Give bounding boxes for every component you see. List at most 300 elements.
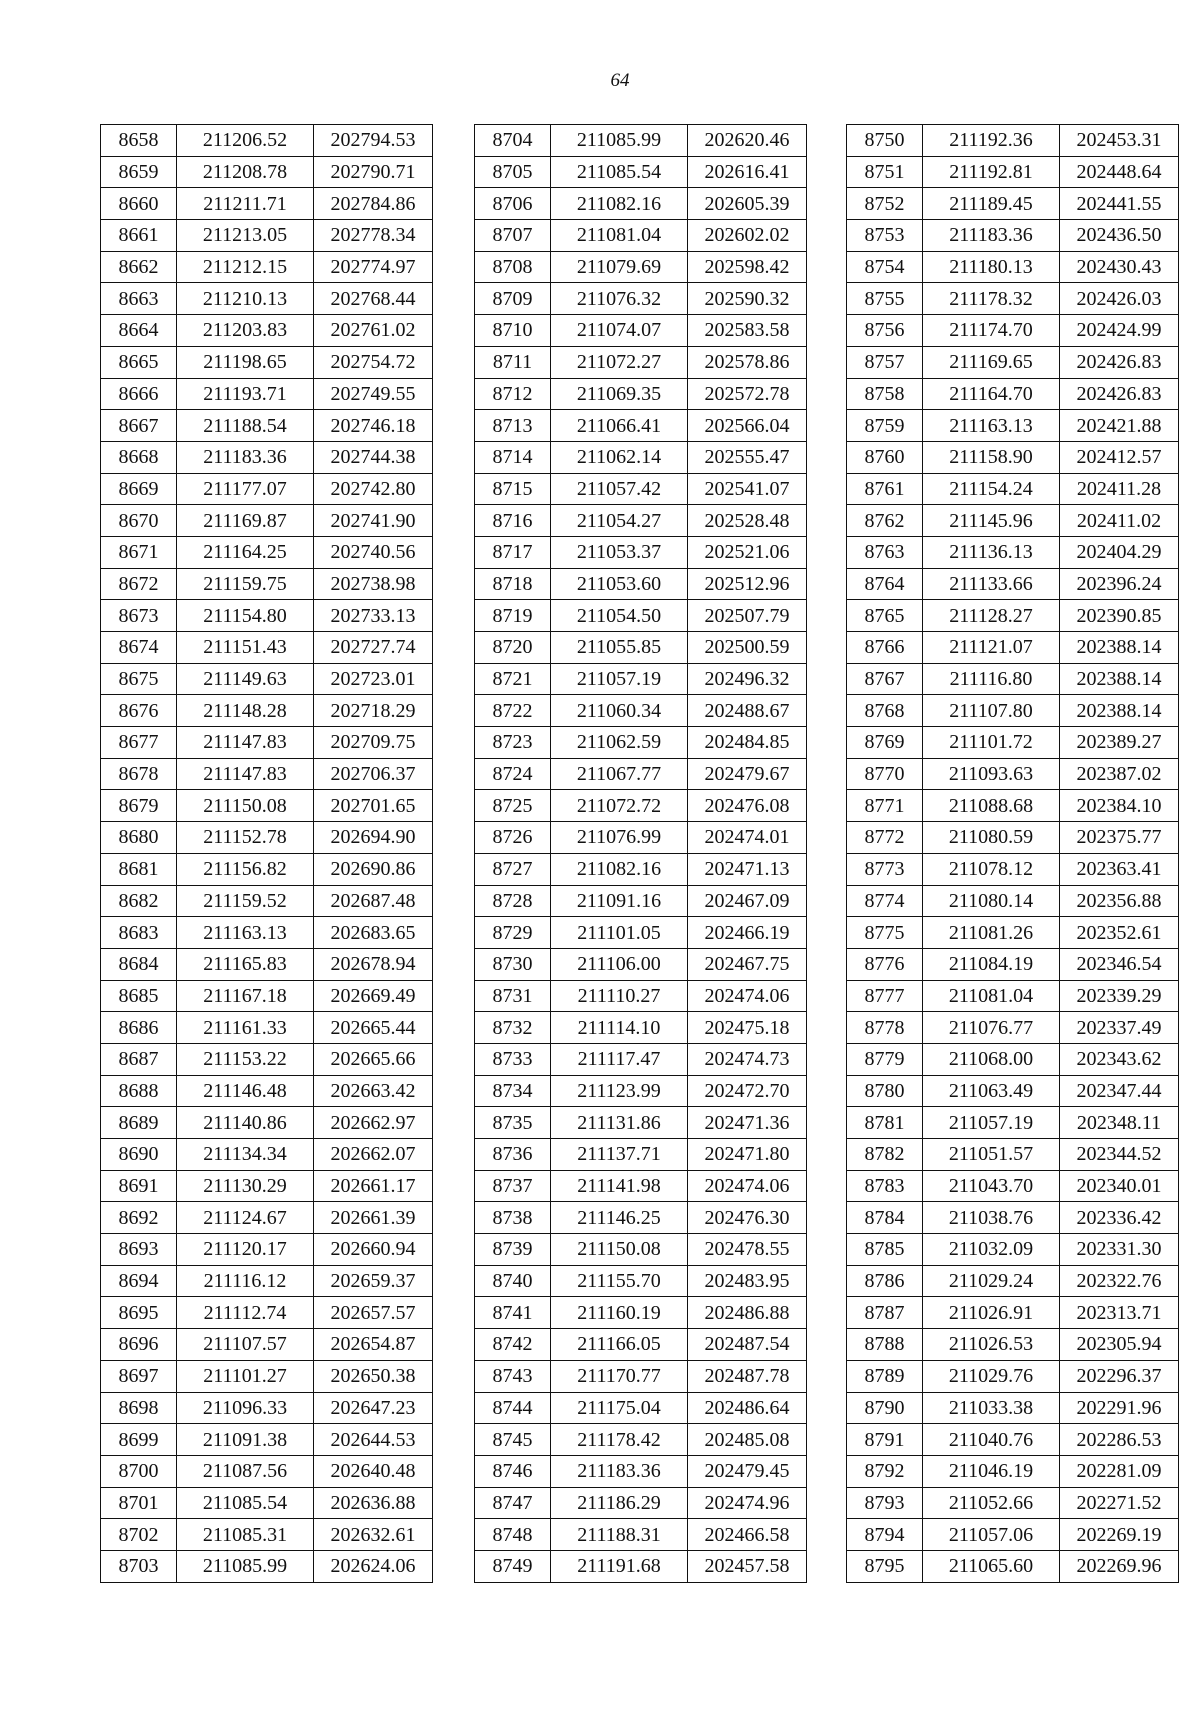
x-coordinate-cell: 211169.65 [923, 346, 1060, 378]
table-row [475, 188, 807, 220]
table-row [847, 1043, 1179, 1075]
point-number-cell: 8747 [475, 1487, 551, 1519]
y-coordinate-cell: 202404.29 [1060, 536, 1179, 568]
point-number-cell: 8660 [101, 188, 177, 220]
x-coordinate-cell: 211147.83 [177, 758, 314, 790]
x-coordinate-cell: 211150.08 [177, 790, 314, 822]
x-coordinate-cell: 211101.05 [551, 917, 688, 949]
y-coordinate-cell: 202662.07 [314, 1139, 433, 1171]
point-number-cell: 8790 [847, 1392, 923, 1424]
x-coordinate-cell: 211154.80 [177, 600, 314, 632]
table-row [847, 568, 1179, 600]
table-row [475, 1550, 807, 1582]
x-coordinate-cell: 211192.81 [923, 156, 1060, 188]
y-coordinate-cell: 202352.61 [1060, 917, 1179, 949]
y-coordinate-cell: 202471.36 [688, 1107, 807, 1139]
point-number-cell: 8717 [475, 536, 551, 568]
table-row [847, 1139, 1179, 1171]
y-coordinate-cell: 202650.38 [314, 1360, 433, 1392]
x-coordinate-cell: 211029.76 [923, 1360, 1060, 1392]
table-row [101, 1297, 433, 1329]
point-number-cell: 8668 [101, 441, 177, 473]
point-number-cell: 8766 [847, 632, 923, 664]
x-coordinate-cell: 211053.60 [551, 568, 688, 600]
y-coordinate-cell: 202388.14 [1060, 695, 1179, 727]
y-coordinate-cell: 202485.08 [688, 1424, 807, 1456]
x-coordinate-cell: 211208.78 [177, 156, 314, 188]
point-number-cell: 8762 [847, 505, 923, 537]
x-coordinate-cell: 211124.67 [177, 1202, 314, 1234]
point-number-cell: 8771 [847, 790, 923, 822]
table-row [101, 758, 433, 790]
y-coordinate-cell: 202744.38 [314, 441, 433, 473]
table-row [101, 885, 433, 917]
x-coordinate-cell: 211178.42 [551, 1424, 688, 1456]
y-coordinate-cell: 202662.97 [314, 1107, 433, 1139]
point-number-cell: 8791 [847, 1424, 923, 1456]
point-number-cell: 8681 [101, 853, 177, 885]
y-coordinate-cell: 202475.18 [688, 1012, 807, 1044]
table-row [101, 663, 433, 695]
point-number-cell: 8753 [847, 220, 923, 252]
point-number-cell: 8659 [101, 156, 177, 188]
x-coordinate-cell: 211141.98 [551, 1170, 688, 1202]
x-coordinate-cell: 211169.87 [177, 505, 314, 537]
table-row [475, 790, 807, 822]
y-coordinate-cell: 202487.78 [688, 1360, 807, 1392]
table-row [101, 188, 433, 220]
point-number-cell: 8695 [101, 1297, 177, 1329]
point-number-cell: 8784 [847, 1202, 923, 1234]
y-coordinate-cell: 202521.06 [688, 536, 807, 568]
coordinate-table-3 [846, 124, 1179, 1583]
table-row [101, 1487, 433, 1519]
y-coordinate-cell: 202709.75 [314, 727, 433, 759]
table-row [475, 758, 807, 790]
table-row [101, 410, 433, 442]
y-coordinate-cell: 202441.55 [1060, 188, 1179, 220]
table-row [101, 156, 433, 188]
x-coordinate-cell: 211057.19 [551, 663, 688, 695]
y-coordinate-cell: 202286.53 [1060, 1424, 1179, 1456]
x-coordinate-cell: 211212.15 [177, 251, 314, 283]
table-row [847, 885, 1179, 917]
x-coordinate-cell: 211082.16 [551, 188, 688, 220]
point-number-cell: 8719 [475, 600, 551, 632]
table-row [847, 695, 1179, 727]
point-number-cell: 8795 [847, 1550, 923, 1582]
y-coordinate-cell: 202384.10 [1060, 790, 1179, 822]
y-coordinate-cell: 202706.37 [314, 758, 433, 790]
x-coordinate-cell: 211186.29 [551, 1487, 688, 1519]
point-number-cell: 8722 [475, 695, 551, 727]
table-row [101, 315, 433, 347]
table-row [475, 695, 807, 727]
point-number-cell: 8712 [475, 378, 551, 410]
point-number-cell: 8761 [847, 473, 923, 505]
table-row [847, 917, 1179, 949]
y-coordinate-cell: 202566.04 [688, 410, 807, 442]
point-number-cell: 8702 [101, 1519, 177, 1551]
y-coordinate-cell: 202388.14 [1060, 663, 1179, 695]
point-number-cell: 8723 [475, 727, 551, 759]
point-number-cell: 8688 [101, 1075, 177, 1107]
y-coordinate-cell: 202541.07 [688, 473, 807, 505]
point-number-cell: 8764 [847, 568, 923, 600]
point-number-cell: 8716 [475, 505, 551, 537]
point-number-cell: 8690 [101, 1139, 177, 1171]
table-row [101, 1455, 433, 1487]
x-coordinate-cell: 211081.26 [923, 917, 1060, 949]
point-number-cell: 8780 [847, 1075, 923, 1107]
y-coordinate-cell: 202466.58 [688, 1519, 807, 1551]
x-coordinate-cell: 211180.13 [923, 251, 1060, 283]
point-number-cell: 8704 [475, 125, 551, 157]
table-row [847, 473, 1179, 505]
table-row [101, 1043, 433, 1075]
table-row [101, 917, 433, 949]
table-row [475, 251, 807, 283]
point-number-cell: 8741 [475, 1297, 551, 1329]
point-number-cell: 8740 [475, 1265, 551, 1297]
x-coordinate-cell: 211057.19 [923, 1107, 1060, 1139]
y-coordinate-cell: 202269.19 [1060, 1519, 1179, 1551]
x-coordinate-cell: 211213.05 [177, 220, 314, 252]
point-number-cell: 8778 [847, 1012, 923, 1044]
table-row [475, 948, 807, 980]
x-coordinate-cell: 211174.70 [923, 315, 1060, 347]
table-row [101, 1519, 433, 1551]
y-coordinate-cell: 202659.37 [314, 1265, 433, 1297]
y-coordinate-cell: 202496.32 [688, 663, 807, 695]
x-coordinate-cell: 211081.04 [551, 220, 688, 252]
y-coordinate-cell: 202348.11 [1060, 1107, 1179, 1139]
coordinate-table-2 [474, 124, 807, 1583]
point-number-cell: 8755 [847, 283, 923, 315]
table-row [475, 441, 807, 473]
x-coordinate-cell: 211155.70 [551, 1265, 688, 1297]
x-coordinate-cell: 211123.99 [551, 1075, 688, 1107]
x-coordinate-cell: 211188.54 [177, 410, 314, 442]
point-number-cell: 8743 [475, 1360, 551, 1392]
x-coordinate-cell: 211032.09 [923, 1234, 1060, 1266]
point-number-cell: 8693 [101, 1234, 177, 1266]
point-number-cell: 8689 [101, 1107, 177, 1139]
table-row [101, 346, 433, 378]
y-coordinate-cell: 202660.94 [314, 1234, 433, 1266]
point-number-cell: 8733 [475, 1043, 551, 1075]
table-row [847, 600, 1179, 632]
x-coordinate-cell: 211057.42 [551, 473, 688, 505]
x-coordinate-cell: 211120.17 [177, 1234, 314, 1266]
x-coordinate-cell: 211081.04 [923, 980, 1060, 1012]
x-coordinate-cell: 211146.48 [177, 1075, 314, 1107]
table-row [101, 378, 433, 410]
x-coordinate-cell: 211148.28 [177, 695, 314, 727]
x-coordinate-cell: 211134.34 [177, 1139, 314, 1171]
table-row [475, 1234, 807, 1266]
point-number-cell: 8725 [475, 790, 551, 822]
point-number-cell: 8699 [101, 1424, 177, 1456]
table-row [475, 220, 807, 252]
x-coordinate-cell: 211167.18 [177, 980, 314, 1012]
table-row [847, 663, 1179, 695]
x-coordinate-cell: 211183.36 [923, 220, 1060, 252]
x-coordinate-cell: 211130.29 [177, 1170, 314, 1202]
x-coordinate-cell: 211068.00 [923, 1043, 1060, 1075]
y-coordinate-cell: 202390.85 [1060, 600, 1179, 632]
point-number-cell: 8777 [847, 980, 923, 1012]
table-row [847, 727, 1179, 759]
x-coordinate-cell: 211029.24 [923, 1265, 1060, 1297]
x-coordinate-cell: 211110.27 [551, 980, 688, 1012]
y-coordinate-cell: 202337.49 [1060, 1012, 1179, 1044]
y-coordinate-cell: 202436.50 [1060, 220, 1179, 252]
table-row [101, 948, 433, 980]
y-coordinate-cell: 202474.96 [688, 1487, 807, 1519]
x-coordinate-cell: 211193.71 [177, 378, 314, 410]
x-coordinate-cell: 211146.25 [551, 1202, 688, 1234]
point-number-cell: 8662 [101, 251, 177, 283]
y-coordinate-cell: 202512.96 [688, 568, 807, 600]
table-row [475, 1519, 807, 1551]
table-row [847, 1487, 1179, 1519]
point-number-cell: 8692 [101, 1202, 177, 1234]
table-row [475, 853, 807, 885]
table-row [101, 283, 433, 315]
y-coordinate-cell: 202457.58 [688, 1550, 807, 1582]
y-coordinate-cell: 202632.61 [314, 1519, 433, 1551]
y-coordinate-cell: 202467.09 [688, 885, 807, 917]
y-coordinate-cell: 202578.86 [688, 346, 807, 378]
table-row [101, 1360, 433, 1392]
table-row [847, 251, 1179, 283]
table-row [101, 853, 433, 885]
point-number-cell: 8729 [475, 917, 551, 949]
x-coordinate-cell: 211145.96 [923, 505, 1060, 537]
y-coordinate-cell: 202733.13 [314, 600, 433, 632]
y-coordinate-cell: 202687.48 [314, 885, 433, 917]
point-number-cell: 8696 [101, 1329, 177, 1361]
table-row [475, 315, 807, 347]
y-coordinate-cell: 202474.73 [688, 1043, 807, 1075]
y-coordinate-cell: 202471.13 [688, 853, 807, 885]
table-row [475, 473, 807, 505]
y-coordinate-cell: 202746.18 [314, 410, 433, 442]
x-coordinate-cell: 211076.32 [551, 283, 688, 315]
y-coordinate-cell: 202740.56 [314, 536, 433, 568]
point-number-cell: 8792 [847, 1455, 923, 1487]
x-coordinate-cell: 211074.07 [551, 315, 688, 347]
table-row [101, 441, 433, 473]
point-number-cell: 8751 [847, 156, 923, 188]
table-row [475, 1170, 807, 1202]
point-number-cell: 8676 [101, 695, 177, 727]
point-number-cell: 8750 [847, 125, 923, 157]
table-row [847, 758, 1179, 790]
table-row [101, 1329, 433, 1361]
point-number-cell: 8670 [101, 505, 177, 537]
x-coordinate-cell: 211060.34 [551, 695, 688, 727]
table-row [101, 1075, 433, 1107]
y-coordinate-cell: 202727.74 [314, 632, 433, 664]
point-number-cell: 8730 [475, 948, 551, 980]
y-coordinate-cell: 202484.85 [688, 727, 807, 759]
y-coordinate-cell: 202467.75 [688, 948, 807, 980]
table-row [847, 505, 1179, 537]
x-coordinate-cell: 211161.33 [177, 1012, 314, 1044]
table-row [475, 727, 807, 759]
x-coordinate-cell: 211055.85 [551, 632, 688, 664]
y-coordinate-cell: 202598.42 [688, 251, 807, 283]
x-coordinate-cell: 211178.32 [923, 283, 1060, 315]
y-coordinate-cell: 202269.96 [1060, 1550, 1179, 1582]
point-number-cell: 8773 [847, 853, 923, 885]
table-row [475, 156, 807, 188]
y-coordinate-cell: 202616.41 [688, 156, 807, 188]
x-coordinate-cell: 211166.05 [551, 1329, 688, 1361]
point-number-cell: 8706 [475, 188, 551, 220]
x-coordinate-cell: 211163.13 [177, 917, 314, 949]
x-coordinate-cell: 211033.38 [923, 1392, 1060, 1424]
point-number-cell: 8779 [847, 1043, 923, 1075]
y-coordinate-cell: 202486.88 [688, 1297, 807, 1329]
x-coordinate-cell: 211140.86 [177, 1107, 314, 1139]
y-coordinate-cell: 202654.87 [314, 1329, 433, 1361]
point-number-cell: 8772 [847, 822, 923, 854]
point-number-cell: 8765 [847, 600, 923, 632]
point-number-cell: 8677 [101, 727, 177, 759]
table-row [101, 695, 433, 727]
x-coordinate-cell: 211198.65 [177, 346, 314, 378]
y-coordinate-cell: 202343.62 [1060, 1043, 1179, 1075]
y-coordinate-cell: 202474.06 [688, 980, 807, 1012]
y-coordinate-cell: 202590.32 [688, 283, 807, 315]
point-number-cell: 8711 [475, 346, 551, 378]
table-row [475, 1392, 807, 1424]
point-number-cell: 8675 [101, 663, 177, 695]
x-coordinate-cell: 211096.33 [177, 1392, 314, 1424]
x-coordinate-cell: 211107.57 [177, 1329, 314, 1361]
point-number-cell: 8756 [847, 315, 923, 347]
point-number-cell: 8665 [101, 346, 177, 378]
x-coordinate-cell: 211114.10 [551, 1012, 688, 1044]
x-coordinate-cell: 211163.13 [923, 410, 1060, 442]
y-coordinate-cell: 202507.79 [688, 600, 807, 632]
point-number-cell: 8782 [847, 1139, 923, 1171]
point-number-cell: 8748 [475, 1519, 551, 1551]
y-coordinate-cell: 202738.98 [314, 568, 433, 600]
y-coordinate-cell: 202742.80 [314, 473, 433, 505]
table-row [475, 822, 807, 854]
y-coordinate-cell: 202500.59 [688, 632, 807, 664]
y-coordinate-cell: 202421.88 [1060, 410, 1179, 442]
x-coordinate-cell: 211150.08 [551, 1234, 688, 1266]
x-coordinate-cell: 211072.27 [551, 346, 688, 378]
point-number-cell: 8783 [847, 1170, 923, 1202]
table-row [475, 1455, 807, 1487]
x-coordinate-cell: 211177.07 [177, 473, 314, 505]
x-coordinate-cell: 211072.72 [551, 790, 688, 822]
point-number-cell: 8687 [101, 1043, 177, 1075]
y-coordinate-cell: 202483.95 [688, 1265, 807, 1297]
table-row [101, 1424, 433, 1456]
point-number-cell: 8732 [475, 1012, 551, 1044]
table-row [847, 1360, 1179, 1392]
point-number-cell: 8794 [847, 1519, 923, 1551]
table-row [847, 156, 1179, 188]
y-coordinate-cell: 202387.02 [1060, 758, 1179, 790]
y-coordinate-cell: 202657.57 [314, 1297, 433, 1329]
table-row [475, 1424, 807, 1456]
x-coordinate-cell: 211085.54 [551, 156, 688, 188]
y-coordinate-cell: 202636.88 [314, 1487, 433, 1519]
table-row [847, 378, 1179, 410]
table-row [101, 1012, 433, 1044]
y-coordinate-cell: 202363.41 [1060, 853, 1179, 885]
table-row [101, 632, 433, 664]
table-row [847, 188, 1179, 220]
table-row [475, 600, 807, 632]
table-row [101, 505, 433, 537]
table-row [847, 1519, 1179, 1551]
y-coordinate-cell: 202665.66 [314, 1043, 433, 1075]
table-row [475, 125, 807, 157]
y-coordinate-cell: 202476.30 [688, 1202, 807, 1234]
point-number-cell: 8738 [475, 1202, 551, 1234]
point-number-cell: 8776 [847, 948, 923, 980]
table-row [101, 822, 433, 854]
point-number-cell: 8788 [847, 1329, 923, 1361]
table-row [101, 1107, 433, 1139]
x-coordinate-cell: 211085.99 [551, 125, 688, 157]
x-coordinate-cell: 211159.52 [177, 885, 314, 917]
y-coordinate-cell: 202528.48 [688, 505, 807, 537]
point-number-cell: 8749 [475, 1550, 551, 1582]
y-coordinate-cell: 202426.83 [1060, 346, 1179, 378]
point-number-cell: 8700 [101, 1455, 177, 1487]
x-coordinate-cell: 211189.45 [923, 188, 1060, 220]
x-coordinate-cell: 211085.99 [177, 1550, 314, 1582]
y-coordinate-cell: 202583.58 [688, 315, 807, 347]
x-coordinate-cell: 211156.82 [177, 853, 314, 885]
x-coordinate-cell: 211149.63 [177, 663, 314, 695]
point-number-cell: 8768 [847, 695, 923, 727]
table-row [101, 1202, 433, 1234]
x-coordinate-cell: 211062.59 [551, 727, 688, 759]
table-row [847, 410, 1179, 442]
y-coordinate-cell: 202754.72 [314, 346, 433, 378]
y-coordinate-cell: 202486.64 [688, 1392, 807, 1424]
point-number-cell: 8745 [475, 1424, 551, 1456]
point-number-cell: 8744 [475, 1392, 551, 1424]
x-coordinate-cell: 211076.99 [551, 822, 688, 854]
point-number-cell: 8763 [847, 536, 923, 568]
y-coordinate-cell: 202424.99 [1060, 315, 1179, 347]
x-coordinate-cell: 211078.12 [923, 853, 1060, 885]
table-row [101, 1392, 433, 1424]
table-row [847, 1265, 1179, 1297]
table-row [847, 346, 1179, 378]
y-coordinate-cell: 202663.42 [314, 1075, 433, 1107]
point-number-cell: 8787 [847, 1297, 923, 1329]
x-coordinate-cell: 211116.12 [177, 1265, 314, 1297]
y-coordinate-cell: 202555.47 [688, 441, 807, 473]
table-row [847, 1392, 1179, 1424]
point-number-cell: 8718 [475, 568, 551, 600]
y-coordinate-cell: 202749.55 [314, 378, 433, 410]
point-number-cell: 8726 [475, 822, 551, 854]
